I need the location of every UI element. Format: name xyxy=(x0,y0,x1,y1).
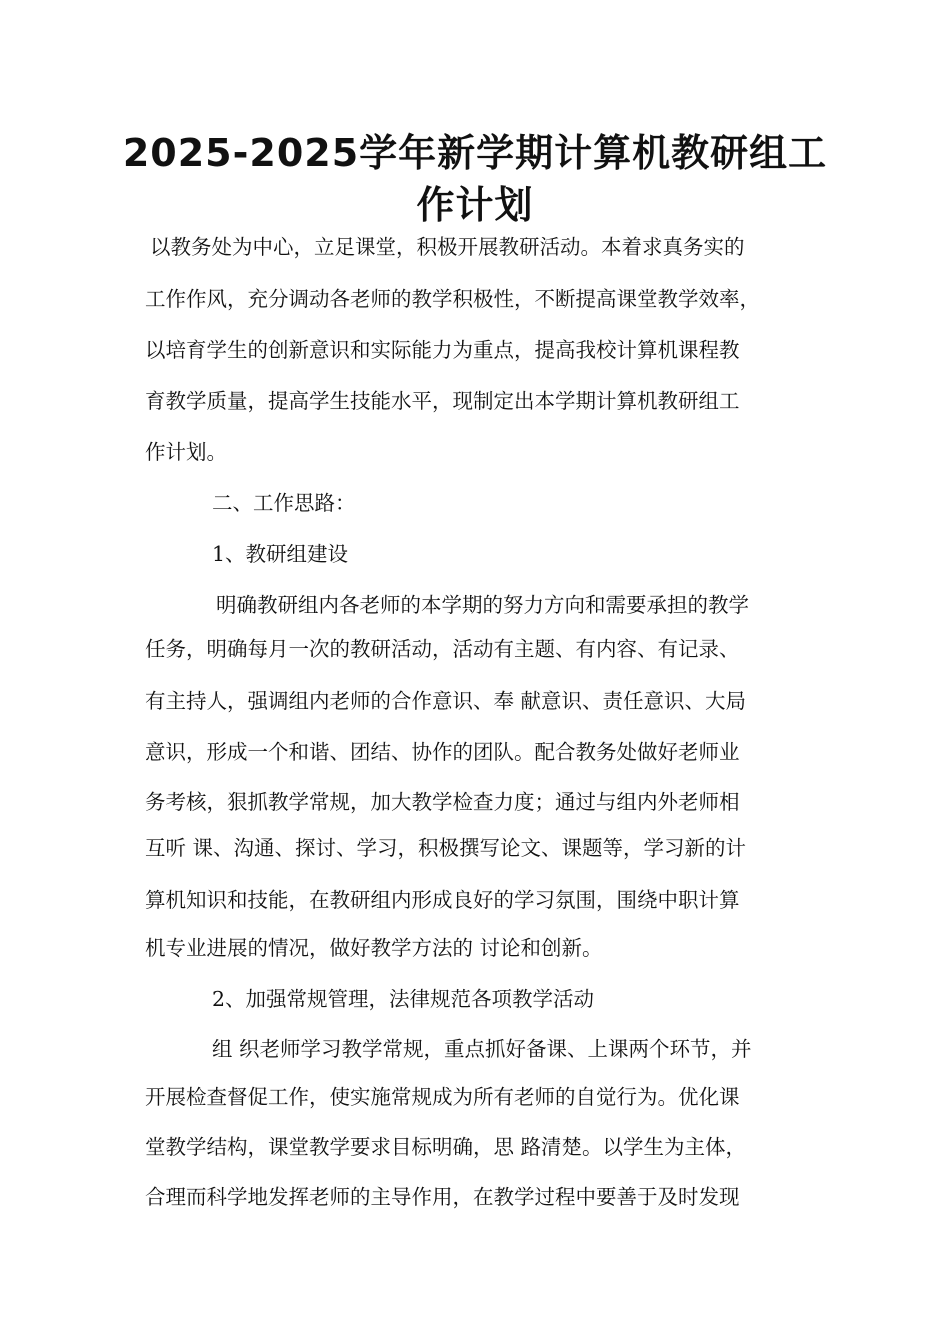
body-line: 意识，形成一个和谐、团结、协作的团队。配合教务处做好老师业 xyxy=(145,740,740,764)
body-line: 任务，明确每月一次的教研活动，活动有主题、有内容、有记录、 xyxy=(145,637,740,661)
body-line: 互听 课、沟通、探讨、学习，积极撰写论文、课题等，学习新的计 xyxy=(145,836,747,860)
body-line: 务考核，狠抓教学常规，加大教学检查力度；通过与组内外老师相 xyxy=(145,790,740,814)
body-line: 算机知识和技能，在教研组内形成良好的学习氛围，围绕中职计算 xyxy=(145,888,740,912)
document-title-line-2: 作计划 xyxy=(416,183,534,227)
body-line: 合理而科学地发挥老师的主导作用，在教学过程中要善于及时发现 xyxy=(145,1185,740,1209)
body-line: 机专业进展的情况，做好教学方法的 讨论和创新。 xyxy=(145,936,603,960)
subsection-heading: 1、教研组建设 xyxy=(212,542,349,566)
body-line: 有主持人，强调组内老师的合作意识、奉 献意识、责任意识、大局 xyxy=(145,689,747,713)
body-line: 工作作风，充分调动各老师的教学积极性，不断提高课堂教学效率， xyxy=(145,287,760,311)
subsection-heading: 2、加强常规管理，法律规范各项教学活动 xyxy=(212,987,595,1011)
document-title-line-1: 2025-2025学年新学期计算机教研组工 xyxy=(122,131,828,175)
body-line: 开展检查督促工作，使实施常规成为所有老师的自觉行为。优化课 xyxy=(145,1085,740,1109)
section-heading: 二、工作思路： xyxy=(212,491,356,515)
body-line: 组 织老师学习教学常规，重点抓好备课、上课两个环节，并 xyxy=(212,1037,752,1061)
body-line: 以培育学生的创新意识和实际能力为重点，提高我校计算机课程教 xyxy=(145,338,740,362)
body-line: 明确教研组内各老师的本学期的努力方向和需要承担的教学 xyxy=(216,593,749,617)
body-line: 育教学质量，提高学生技能水平，现制定出本学期计算机教研组工 xyxy=(145,389,740,413)
body-line: 作计划。 xyxy=(145,440,227,464)
body-line: 以教务处为中心，立足课堂，积极开展教研活动。本着求真务实的 xyxy=(150,235,745,259)
body-line: 堂教学结构，课堂教学要求目标明确，思 路清楚。以学生为主体， xyxy=(145,1135,747,1159)
